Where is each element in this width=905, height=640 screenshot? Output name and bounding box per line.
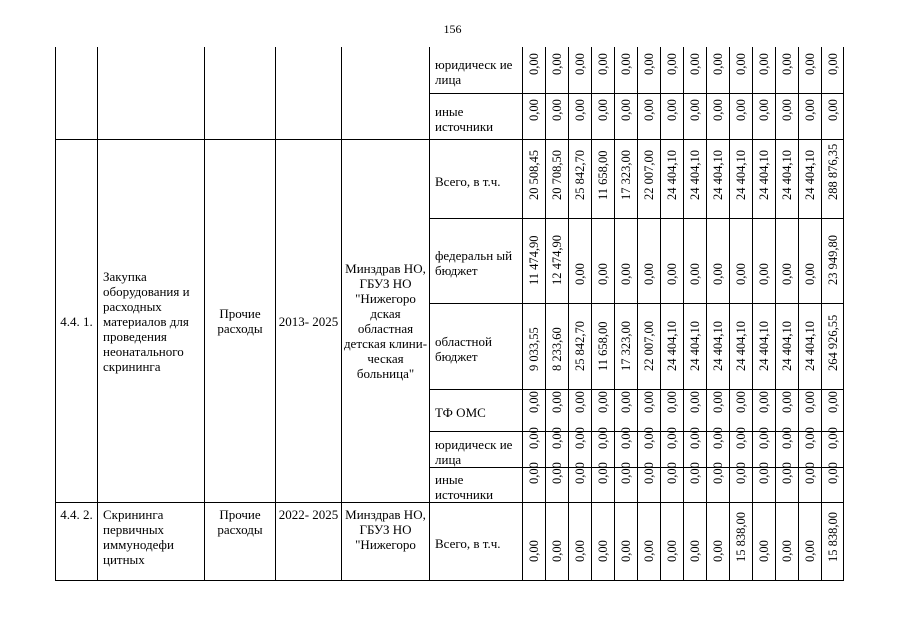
value-text: 0,00 [757, 53, 771, 75]
value-cell [775, 390, 798, 432]
value-text: 0,00 [780, 391, 794, 413]
value-cell [591, 94, 614, 140]
value-text: 0,00 [573, 462, 587, 484]
value-cell [683, 462, 706, 503]
value-text: 0,00 [573, 263, 587, 285]
value-cell [660, 462, 683, 503]
value-cell [545, 390, 568, 432]
value-cell [683, 140, 706, 219]
value-text: 0,00 [619, 263, 633, 285]
value-cell [591, 140, 614, 219]
value-text: 0,00 [803, 99, 817, 121]
value-text: 11 474,90 [527, 235, 541, 285]
value-text: 0,00 [550, 540, 564, 562]
value-text: 24 404,10 [688, 150, 702, 200]
value-text: 24 404,10 [711, 150, 725, 200]
value-text: 0,00 [642, 99, 656, 121]
value-text: 0,00 [619, 53, 633, 75]
value-text: 0,00 [803, 53, 817, 75]
value-text: 0,00 [734, 99, 748, 121]
item-name-4-4-1: Закупка оборудования и расходных материалов для проведения неонатального скрининга [97, 140, 204, 503]
value-cell [637, 503, 660, 581]
funding-source: Всего, в т.ч. [429, 503, 522, 581]
value-text: 24 404,10 [757, 150, 771, 200]
value-cell [752, 304, 775, 390]
value-cell [752, 503, 775, 581]
value-text: 0,00 [688, 263, 702, 285]
value-text: 0,00 [527, 462, 541, 484]
value-text: 0,00 [734, 462, 748, 484]
value-text: 0,00 [734, 263, 748, 285]
value-cell [660, 94, 683, 140]
value-text: 0,00 [665, 427, 679, 449]
table-row [55, 140, 867, 219]
value-cell [637, 462, 660, 503]
value-text: 9 033,55 [527, 327, 541, 371]
value-cell [821, 140, 844, 219]
value-cell [775, 94, 798, 140]
value-cell [798, 219, 821, 304]
value-cell [591, 219, 614, 304]
value-text: 0,00 [757, 391, 771, 413]
value-text: 24 404,10 [780, 150, 794, 200]
value-cell [821, 219, 844, 304]
funding-source: юридическ ие лица [429, 432, 522, 468]
value-text: 0,00 [619, 391, 633, 413]
value-cell [706, 462, 729, 503]
value-text: 11 658,00 [596, 321, 610, 371]
value-cell [775, 140, 798, 219]
value-cell [568, 219, 591, 304]
value-text: 0,00 [711, 391, 725, 413]
value-cell [614, 503, 637, 581]
value-cell [798, 503, 821, 581]
funding-source: иные источники [429, 468, 522, 503]
value-text: 12 474,90 [550, 235, 564, 285]
value-text: 0,00 [757, 462, 771, 484]
item-number-4-4-1: 4.4. 1. [55, 140, 97, 503]
value-cell [637, 219, 660, 304]
value-text: 264 926,55 [825, 314, 840, 371]
value-text: 24 404,10 [803, 321, 817, 371]
table-row [55, 462, 867, 503]
value-text: 0,00 [527, 427, 541, 449]
value-cell [729, 462, 752, 503]
value-cell [729, 140, 752, 219]
value-cell [798, 304, 821, 390]
value-cell [683, 47, 706, 94]
value-text: 0,00 [596, 427, 610, 449]
value-cell [683, 390, 706, 432]
value-text: 0,00 [825, 462, 840, 484]
value-cell [568, 140, 591, 219]
value-text: 0,00 [803, 462, 817, 484]
expense-type-4-4-1: Прочие расходы [204, 140, 275, 503]
value-text: 0,00 [780, 427, 794, 449]
value-cell [591, 304, 614, 390]
value-text: 22 007,00 [642, 150, 656, 200]
value-cell [591, 462, 614, 503]
value-text: 0,00 [825, 99, 840, 121]
value-cell [637, 304, 660, 390]
value-cell [522, 219, 545, 304]
value-text: 0,00 [734, 427, 748, 449]
value-text: 0,00 [642, 263, 656, 285]
value-cell [522, 462, 545, 503]
value-text: 0,00 [825, 391, 840, 413]
value-text: 0,00 [573, 391, 587, 413]
value-text: 0,00 [642, 53, 656, 75]
funding-source: ТФ ОМС [429, 390, 522, 432]
value-text: 288 876,35 [825, 143, 840, 200]
value-text: 25 842,70 [573, 150, 587, 200]
value-cell [591, 47, 614, 94]
value-cell [729, 503, 752, 581]
value-text: 0,00 [803, 391, 817, 413]
value-cell [775, 219, 798, 304]
value-text: 15 838,00 [825, 512, 840, 562]
value-text: 0,00 [757, 263, 771, 285]
value-cell [798, 390, 821, 432]
value-text: 25 842,70 [573, 321, 587, 371]
value-text: 0,00 [573, 540, 587, 562]
value-cell [752, 390, 775, 432]
value-text: 0,00 [596, 53, 610, 75]
value-cell [798, 47, 821, 94]
value-cell [614, 94, 637, 140]
value-text: 0,00 [550, 99, 564, 121]
value-cell [775, 47, 798, 94]
value-cell [683, 503, 706, 581]
value-text: 0,00 [803, 427, 817, 449]
table-row [55, 304, 867, 390]
value-cell [798, 462, 821, 503]
value-text: 0,00 [550, 462, 564, 484]
value-text: 0,00 [688, 391, 702, 413]
value-text: 11 658,00 [596, 150, 610, 200]
value-text: 0,00 [734, 391, 748, 413]
value-text: 24 404,10 [665, 150, 679, 200]
value-text: 0,00 [780, 263, 794, 285]
value-text: 0,00 [642, 427, 656, 449]
table-row [55, 503, 867, 581]
value-cell [821, 503, 844, 581]
value-cell [522, 503, 545, 581]
value-cell [706, 94, 729, 140]
value-cell [568, 47, 591, 94]
item-number-4-4-2: 4.4. 2. [55, 503, 97, 581]
value-cell [568, 462, 591, 503]
value-text: 17 323,00 [619, 150, 633, 200]
value-cell [660, 140, 683, 219]
value-cell [798, 94, 821, 140]
value-text: 0,00 [780, 462, 794, 484]
value-text: 0,00 [688, 99, 702, 121]
value-cell [614, 219, 637, 304]
value-text: 0,00 [711, 99, 725, 121]
value-text: 0,00 [803, 540, 817, 562]
financing-table [55, 47, 867, 590]
value-text: 0,00 [573, 427, 587, 449]
value-text: 0,00 [573, 53, 587, 75]
value-text: 0,00 [688, 540, 702, 562]
value-text: 24 404,10 [734, 321, 748, 371]
value-cell [821, 304, 844, 390]
value-cell [706, 503, 729, 581]
value-text: 0,00 [665, 540, 679, 562]
value-cell [683, 219, 706, 304]
value-cell [683, 94, 706, 140]
table-row [55, 390, 867, 432]
value-text: 0,00 [688, 462, 702, 484]
value-text: 0,00 [596, 99, 610, 121]
value-text: 20 508,45 [527, 150, 541, 200]
value-cell [522, 390, 545, 432]
value-text: 0,00 [550, 391, 564, 413]
value-text: 0,00 [825, 427, 840, 449]
value-text: 0,00 [665, 391, 679, 413]
value-text: 0,00 [527, 391, 541, 413]
value-cell [821, 390, 844, 432]
value-text: 24 404,10 [757, 321, 771, 371]
value-cell [568, 304, 591, 390]
value-cell [568, 390, 591, 432]
value-cell [614, 390, 637, 432]
value-cell [752, 219, 775, 304]
value-cell [614, 462, 637, 503]
value-text: 15 838,00 [734, 512, 748, 562]
value-text: 0,00 [688, 427, 702, 449]
value-cell [706, 390, 729, 432]
value-text: 24 404,10 [803, 150, 817, 200]
value-text: 0,00 [757, 427, 771, 449]
executor-4-4-2: Минздрав НО, ГБУЗ НО "Нижегоро [341, 503, 429, 581]
funding-source: Всего, в т.ч. [429, 140, 522, 219]
table-row [55, 47, 867, 94]
executor-4-4-1: Минздрав НО, ГБУЗ НО "Нижегоро дская областная детская клини- ческая больница" [341, 140, 429, 503]
value-text: 0,00 [688, 53, 702, 75]
page-number: 156 [443, 22, 462, 36]
value-text: 24 404,10 [734, 150, 748, 200]
value-text: 0,00 [550, 427, 564, 449]
value-text: 20 708,50 [550, 150, 564, 200]
value-text: 0,00 [780, 53, 794, 75]
value-text: 0,00 [780, 540, 794, 562]
value-cell [522, 94, 545, 140]
value-text: 24 404,10 [711, 321, 725, 371]
value-cell [545, 219, 568, 304]
item-name-4-4-2: Скрининга первичных иммунодефи цитных [97, 503, 204, 581]
value-cell [752, 47, 775, 94]
value-cell [545, 304, 568, 390]
value-cell [614, 47, 637, 94]
value-text: 0,00 [711, 263, 725, 285]
value-text: 0,00 [665, 99, 679, 121]
value-cell [798, 140, 821, 219]
value-text: 0,00 [711, 427, 725, 449]
value-text: 0,00 [619, 427, 633, 449]
value-text: 0,00 [527, 53, 541, 75]
value-text: 0,00 [596, 391, 610, 413]
table-row [55, 219, 867, 304]
value-cell [522, 140, 545, 219]
funding-source: юридическ ие лица [429, 47, 522, 94]
value-text: 0,00 [573, 99, 587, 121]
value-cell [683, 304, 706, 390]
value-cell [752, 462, 775, 503]
value-text: 0,00 [825, 53, 840, 75]
value-cell [614, 140, 637, 219]
value-cell [522, 47, 545, 94]
value-text: 0,00 [711, 462, 725, 484]
value-cell [637, 47, 660, 94]
value-cell [729, 390, 752, 432]
value-text: 0,00 [780, 99, 794, 121]
value-text: 0,00 [803, 263, 817, 285]
value-cell [752, 140, 775, 219]
value-cell [706, 140, 729, 219]
value-cell [775, 503, 798, 581]
value-cell [568, 503, 591, 581]
value-text: 0,00 [665, 53, 679, 75]
value-cell [545, 503, 568, 581]
value-text: 22 007,00 [642, 321, 656, 371]
value-cell [637, 94, 660, 140]
funding-source: областной бюджет [429, 304, 522, 390]
value-cell [660, 503, 683, 581]
value-text: 0,00 [757, 99, 771, 121]
value-text: 17 323,00 [619, 321, 633, 371]
period-4-4-2: 2022- 2025 [275, 503, 341, 581]
value-cell [545, 47, 568, 94]
value-cell [660, 390, 683, 432]
value-cell [637, 390, 660, 432]
value-cell [545, 140, 568, 219]
value-text: 0,00 [596, 263, 610, 285]
value-cell [706, 47, 729, 94]
value-text: 0,00 [619, 462, 633, 484]
value-cell [821, 94, 844, 140]
value-text: 0,00 [596, 462, 610, 484]
value-cell [614, 304, 637, 390]
value-cell [752, 94, 775, 140]
value-cell [729, 304, 752, 390]
value-text: 0,00 [642, 391, 656, 413]
value-text: 0,00 [711, 53, 725, 75]
value-text: 0,00 [550, 53, 564, 75]
period-4-4-1: 2013- 2025 [275, 140, 341, 503]
value-text: 0,00 [619, 540, 633, 562]
value-text: 23 949,80 [825, 235, 840, 285]
value-text: 0,00 [734, 53, 748, 75]
value-text: 0,00 [757, 540, 771, 562]
value-text: 0,00 [642, 462, 656, 484]
value-text: 0,00 [619, 99, 633, 121]
value-text: 0,00 [665, 263, 679, 285]
value-cell [545, 94, 568, 140]
value-text: 0,00 [527, 540, 541, 562]
value-cell [522, 304, 545, 390]
value-text: 24 404,10 [780, 321, 794, 371]
value-cell [660, 304, 683, 390]
value-text: 0,00 [527, 99, 541, 121]
value-cell [660, 47, 683, 94]
value-cell [706, 304, 729, 390]
funding-source: федеральн ый бюджет [429, 219, 522, 304]
value-cell [729, 47, 752, 94]
value-cell [545, 462, 568, 503]
table-row [55, 94, 867, 140]
value-cell [591, 503, 614, 581]
value-cell [729, 219, 752, 304]
value-cell [637, 140, 660, 219]
value-cell [729, 94, 752, 140]
value-text: 0,00 [596, 540, 610, 562]
value-cell [775, 304, 798, 390]
value-text: 0,00 [665, 462, 679, 484]
value-cell [591, 390, 614, 432]
value-cell [821, 462, 844, 503]
value-text: 24 404,10 [688, 321, 702, 371]
value-cell [660, 219, 683, 304]
value-cell [706, 219, 729, 304]
value-text: 24 404,10 [665, 321, 679, 371]
funding-source: иные источники [429, 94, 522, 140]
value-cell [821, 47, 844, 94]
value-text: 0,00 [711, 540, 725, 562]
expense-type-4-4-2: Прочие расходы [204, 503, 275, 581]
value-cell [775, 462, 798, 503]
value-text: 8 233,60 [550, 327, 564, 371]
value-text: 0,00 [642, 540, 656, 562]
value-cell [568, 94, 591, 140]
